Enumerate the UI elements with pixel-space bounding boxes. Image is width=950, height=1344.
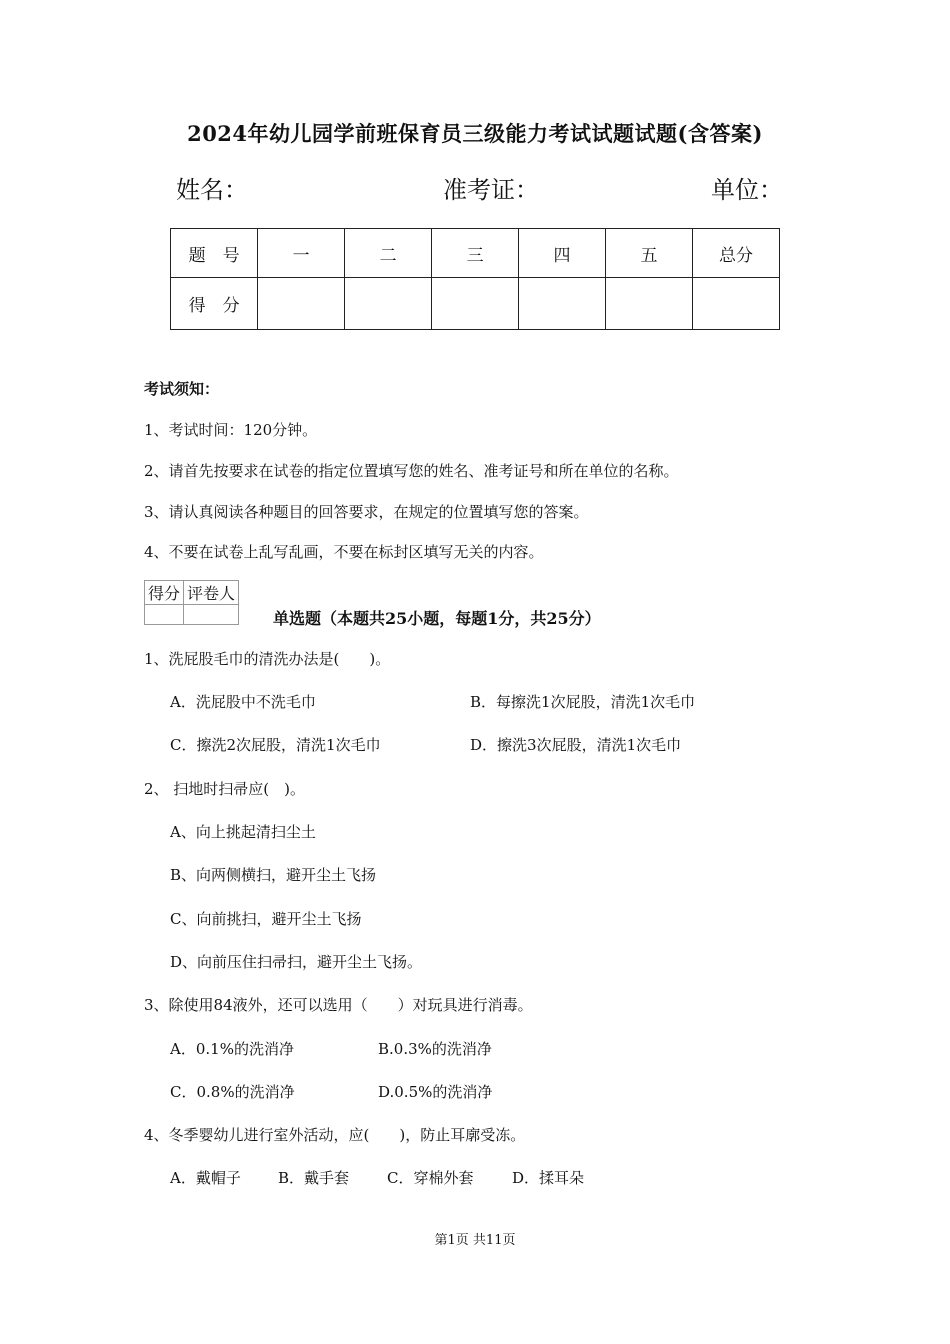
question-stem: 2、 扫地时扫帚应( )。 [144, 780, 306, 798]
question-option: C．0.8%的洗消净 [170, 1083, 295, 1101]
grader-box [144, 580, 239, 625]
score-table-header-cell: 二 [345, 229, 432, 278]
question-option: A．0.1%的洗消净 [170, 1040, 294, 1058]
note-item: 2、请首先按要求在试卷的指定位置填写您的姓名、准考证号和所在单位的名称。 [144, 462, 679, 480]
question-stem: 1、洗屁股毛巾的清洗办法是( )。 [144, 650, 391, 668]
score-table-header-cell: 四 [519, 229, 606, 278]
question-option: A．洗屁股中不洗毛巾 [170, 693, 316, 711]
note-item: 1、考试时间：120分钟。 [144, 421, 318, 439]
grader-score-label: 得分 [145, 581, 184, 605]
question-option: B．每擦洗1次屁股，清洗1次毛巾 [470, 693, 696, 711]
section-title: 单选题（本题共25小题，每题1分，共25分） [273, 609, 601, 628]
grader-reviewer-label: 评卷人 [184, 581, 239, 605]
grader-reviewer-cell [184, 605, 239, 625]
question-option: B．戴手套 [278, 1169, 350, 1187]
score-table-score-row [171, 278, 780, 330]
question-stem: 4、冬季婴幼儿进行室外活动，应( )，防止耳廓受冻。 [144, 1126, 526, 1144]
score-cell [606, 278, 693, 330]
question-option: D．擦洗3次屁股，清洗1次毛巾 [470, 736, 682, 754]
score-table-row-label: 得 分 [171, 278, 258, 330]
score-cell [692, 278, 779, 330]
question-option: A、向上挑起清扫尘土 [170, 823, 316, 841]
score-cell [345, 278, 432, 330]
question-option: D.0.5%的洗消净 [378, 1083, 493, 1101]
question-option: A．戴帽子 [170, 1169, 241, 1187]
name-field-label: 姓名： [176, 176, 248, 204]
note-item: 3、请认真阅读各种题目的回答要求，在规定的位置填写您的答案。 [144, 503, 589, 521]
score-table-header-cell: 三 [432, 229, 519, 278]
score-table-header-row [171, 229, 780, 278]
page-footer: 第1页 共11页 [434, 1233, 516, 1248]
question-option: D、向前压住扫帚扫，避开尘土飞扬。 [170, 953, 423, 971]
question-option: D．揉耳朵 [512, 1169, 585, 1187]
grader-score-cell [145, 605, 184, 625]
score-cell [519, 278, 606, 330]
score-table-header-cell: 五 [606, 229, 693, 278]
question-option: B、向两侧横扫，避开尘土飞扬 [170, 866, 377, 884]
exam-number-field-label: 准考证： [443, 176, 539, 204]
score-table-header-cell: 题 号 [171, 229, 258, 278]
page-title: 2024年幼儿园学前班保育员三级能力考试试题试题(含答案) [187, 121, 763, 146]
unit-field-label: 单位： [711, 176, 783, 204]
question-option: C、向前挑扫，避开尘土飞扬 [170, 910, 362, 928]
question-option: C．擦洗2次屁股，清洗1次毛巾 [170, 736, 381, 754]
notes-title: 考试须知： [144, 380, 220, 398]
score-cell [432, 278, 519, 330]
score-table [170, 228, 780, 330]
score-table-header-cell: 总分 [692, 229, 779, 278]
question-option: C．穿棉外套 [387, 1169, 474, 1187]
note-item: 4、不要在试卷上乱写乱画，不要在标封区填写无关的内容。 [144, 543, 544, 561]
question-option: B.0.3%的洗消净 [378, 1040, 492, 1058]
score-table-header-cell: 一 [258, 229, 345, 278]
score-cell [258, 278, 345, 330]
question-stem: 3、除使用84液外，还可以选用（ ）对玩具进行消毒。 [144, 996, 533, 1014]
